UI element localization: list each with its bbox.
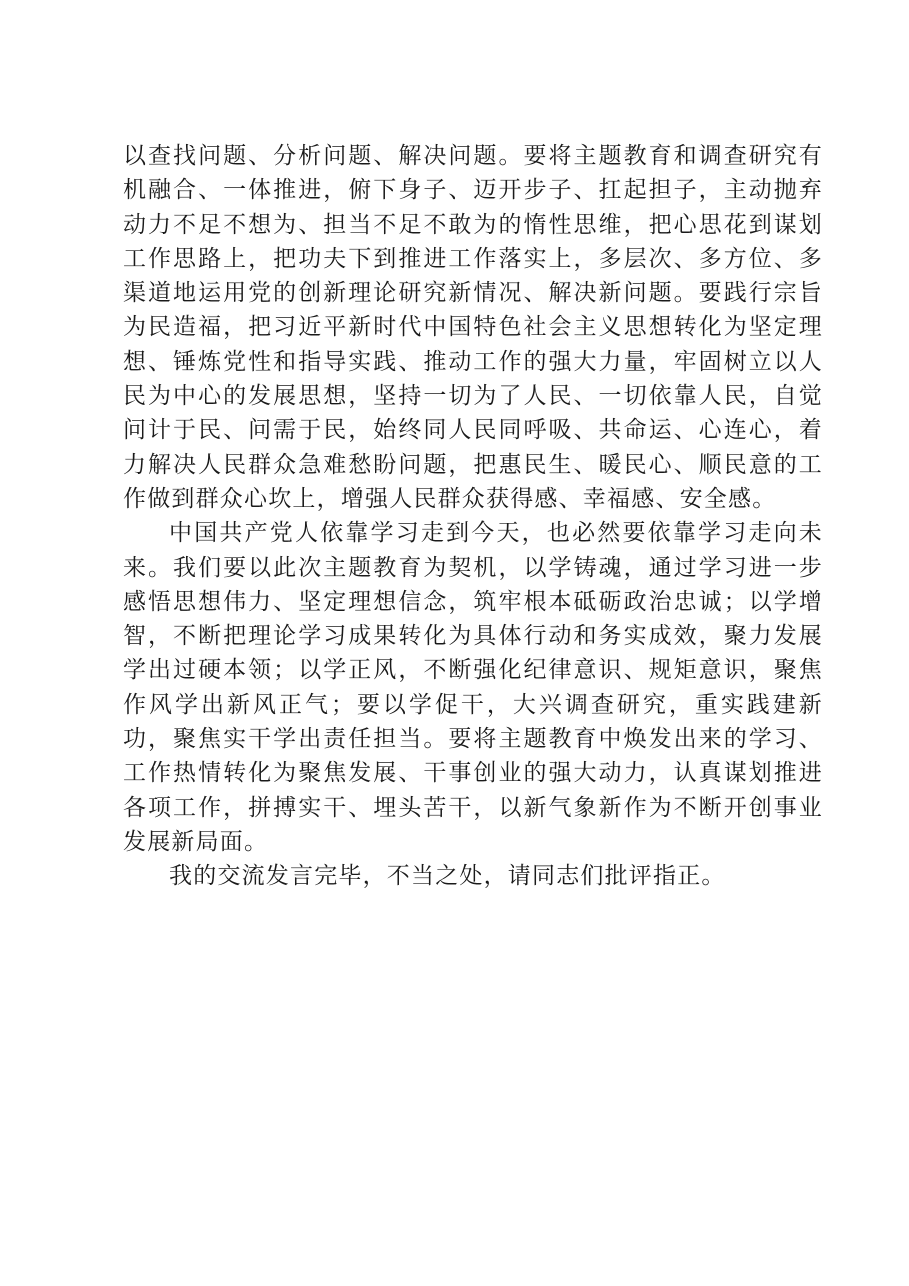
document-body <box>123 139 823 894</box>
paragraph-closing: 我的交流发言完毕，不当之处，请同志们批评指正。 <box>169 863 726 890</box>
paragraph-continued: 以查找问题、分析问题、解决问题。要将主题教育和调查研究有机融合、一体推进，俯下身子、迈开步子、扛起担子，主动抛弃动力不足不想为、担当不足不敢为的惰性思维，把心思花到谋划工作思路上，把功夫下到推进工作落实上，多层次、多方位、多渠道地运用党的创新理论研究新情况、解决新问题。要践行宗旨为民造福，把习近平新时代中国特色社会主义思想转化为坚定理想、锤炼党性和指导实践、推动工作的强大力量，牢固树立以人民为中心的发展思想，坚持一切为了人民、一切依靠人民，自觉问计于民、问需于民，始终同人民同呼吸、共命运、心连心，着力解决人民群众急难愁盼问题，把惠民生、暖民心、顺民意的工作做到群众心坎上，增强人民群众获得感、幸福感、安全感。 <box>123 143 823 512</box>
paragraph-learning: 中国共产党人依靠学习走到今天，也必然要依靠学习走向未来。我们要以此次主题教育为契机，以学铸魂，通过学习进一步感悟思想伟力、坚定理想信念，筑牢根本砥砺政治忠诚；以学增智，不断把理论学习成果转化为具体行动和务实成效，聚力发展学出过硬本领；以学正风，不断强化纪律意识、规矩意识，聚焦作风学出新风正气；要以学促干，大兴调查研究，重实践建新功，聚焦实干学出责任担当。要将主题教育中焕发出来的学习、工作热情转化为聚焦发展、干事创业的强大动力，认真谋划推进各项工作，拼搏实干、埋头苦干，以新气象新作为不断开创事业发展新局面。 <box>123 520 823 855</box>
